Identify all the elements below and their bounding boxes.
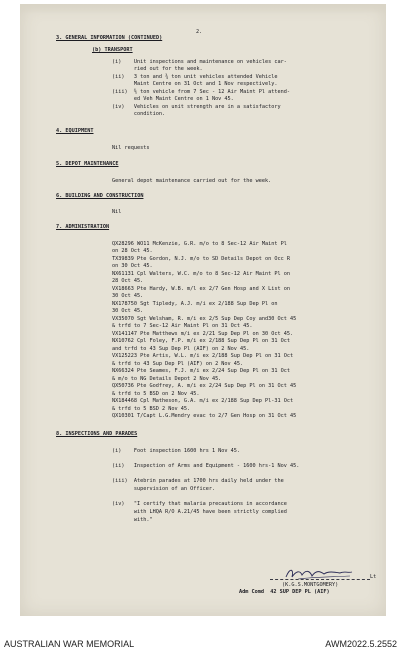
inspection-line: with.": [112, 517, 153, 523]
signatory-name: (K.G.S.MONTGOMERY): [282, 582, 339, 588]
admin-line: VX18663 Pte Hardy, W.B. m/l ex 2/7 Gen Hosp and X List on: [112, 286, 291, 292]
section-3-heading: 3. GENERAL INFORMATION (CONTINUED): [56, 35, 163, 41]
admin-line: & trfd to 43 Sup Dep Pl (AIF) on 2 Nov 45.: [112, 361, 244, 367]
section-7-heading: 7. ADMINISTRATION: [56, 224, 110, 230]
transport-line: (iv) Vehicles on unit strength are in a satisfactory: [112, 104, 281, 110]
admin-line: on 30 Oct 45.: [112, 263, 153, 269]
inspection-line: (iv) "I certify that malaria precautions in accordance: [112, 501, 287, 507]
admin-line: & m/o to NG Details Depot 2 Nov 45.: [112, 376, 222, 382]
admin-line: and trfd to 43 Sup Dep Pl (AIF) on 2 Nov 45.: [112, 346, 250, 352]
inspection-line: (iii) Atebrin parades at 1700 hrs daily held under the: [112, 478, 284, 484]
admin-line: VX141147 Pte Matthews m/i ex 2/21 Sup Dep Pl on 30 Oct 45.: [112, 331, 294, 337]
section-6-heading: 6. BUILDING AND CONSTRUCTION: [56, 193, 144, 199]
admin-line: & trfd to 5 BSD 2 Nov 45.: [112, 406, 191, 412]
section-8-heading: 8. INSPECTIONS AND PARADES: [56, 431, 138, 437]
page-number: 2.: [196, 29, 203, 35]
transport-line: (i) Unit inspections and maintenance on vehicles car-: [112, 59, 287, 65]
transport-line: Maint Centre on 31 Oct and 1 Nov respectively.: [112, 81, 278, 87]
inspection-line: supervision of an Officer.: [112, 486, 216, 492]
admin-line: QX50736 Pte Godfrey, A. m/i ex 2/24 Sup Dep Pl on 31 Oct 45: [112, 383, 297, 389]
admin-line: NX184468 Cpl Matheson, G.A. m/i ex 2/188 Sup Dep Pl-31 Oct: [112, 398, 294, 404]
admin-line: on 28 Oct 45.: [112, 248, 153, 254]
section-4-heading: 4. EQUIPMENT: [56, 128, 94, 134]
signatory-appointment: Adm Comd 42 SUP DEP PL (AIF): [239, 589, 330, 595]
inspection-line: with LHQA R/O A.21/45 have been strictly complied: [112, 509, 287, 515]
building-text: Nil: [112, 209, 122, 215]
admin-line: NX178750 Sgt Tipledy, A.J. m/i ex 2/188 Sup Dep Pl on: [112, 301, 278, 307]
admin-line: NX10762 Cpl Foley, F.P. m/i ex 2/188 Sup Dep Pl on 31 Oct: [112, 338, 291, 344]
equipment-text: Nil requests: [112, 145, 150, 151]
inspection-line: (i) Foot inspection 1600 hrs 1 Nov 45.: [112, 448, 241, 454]
admin-line: 30 Oct 45.: [112, 308, 144, 314]
admin-line: VX35070 Sgt Welsham, R. m/i ex 2/5 Sup Dep Coy and30 Oct 45: [112, 316, 297, 322]
transport-line: (iii) ⅘ ton vehicle from 7 Sec - 12 Air Maint Pl attend-: [112, 89, 291, 95]
transport-line: condition.: [112, 111, 166, 117]
admin-line: NX66324 Pte Seames, F.J. m/i ex 2/24 Sup Dep Pl on 31 Oct: [112, 368, 291, 374]
admin-line: QX28296 WO11 McKenzie, G.R. m/o to 8 Sec-12 Air Maint Pl: [112, 241, 287, 247]
transport-subheading: (b) TRANSPORT: [92, 47, 133, 53]
rank-suffix: Lt: [370, 574, 377, 580]
footer-bar: [0, 636, 403, 653]
admin-line: 30 Oct 45.: [112, 293, 144, 299]
admin-line: TX39839 Pte Gordon, N.J. m/o to SD Details Depot on Occ R: [112, 256, 291, 262]
signature-line: [270, 579, 370, 580]
transport-line: ed Veh Maint Centre on 1 Nov 45.: [112, 96, 234, 102]
admin-line: & trfd to 7 Sec-12 Air Maint Pl on 31 Oct 45.: [112, 323, 253, 329]
admin-line: VX125223 Pte Artis, W.L. m/i ex 2/188 Sup Dep Pl on 31 Oct: [112, 353, 294, 359]
inspection-line: (ii) Inspection of Arms and Equipment - 1600 hrs-1 Nov 45.: [112, 463, 300, 469]
admin-line: 28 Oct 45.: [112, 278, 144, 284]
transport-line: ried out for the week.: [112, 66, 203, 72]
handwritten-signature: [284, 565, 354, 583]
transport-line: (ii) 3 ton and ¾ ton unit vehicles attended Vehicle: [112, 74, 278, 80]
admin-line: NX61131 Cpl Walters, W.C. m/o to 8 Sec-12 Air Maint Pl on: [112, 271, 291, 277]
admin-line: QX10301 T/Capt L.G.Mendry evac to 2/7 Gen Hosp on 31 Oct 45: [112, 413, 297, 419]
archive-code: AWM2022.5.2552: [325, 639, 397, 649]
depot-maintenance-text: General depot maintenance carried out for the week.: [112, 178, 272, 184]
section-5-heading: 5. DEPOT MAINTENANCE: [56, 161, 119, 167]
admin-line: & trfd to 5 BSD on 2 Nov 45.: [112, 391, 200, 397]
archive-label: AUSTRALIAN WAR MEMORIAL: [4, 639, 135, 649]
